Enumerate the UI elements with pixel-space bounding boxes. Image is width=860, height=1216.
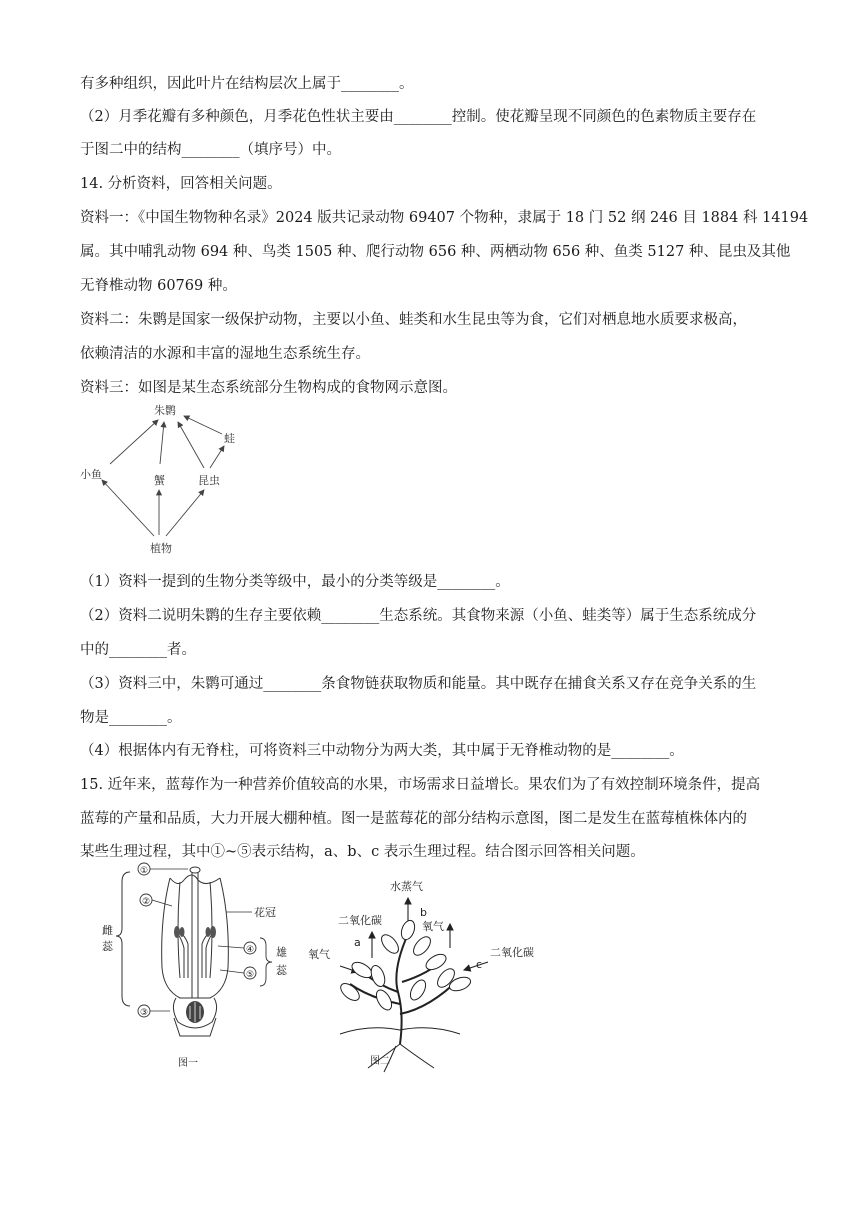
text-line: 于图二中的结构________（填序号）中。 <box>80 142 341 158</box>
text-line: （3）资料三中，朱鹮可通过________条食物链获取物质和能量。其中既存在捕食关系又存在竞争关系的生 <box>80 676 757 692</box>
stamen-label-2: 蕊 <box>276 964 287 977</box>
pistil-label-2: 蕊 <box>102 940 113 953</box>
plant-process-figure <box>300 874 550 1074</box>
text-line: （4）根据体内有无脊柱，可将资料三中动物分为两大类，其中属于无脊椎动物的是________。 <box>80 743 684 759</box>
co2-right-label: 二氧化碳 <box>490 946 534 959</box>
food-web-diagram <box>76 398 276 560</box>
stamen-label-1: 雄 <box>276 946 287 959</box>
ibis-label: 朱鹮 <box>154 404 176 417</box>
label-2: ② <box>142 897 151 907</box>
label-5: ⑤ <box>246 970 255 980</box>
label-4: ④ <box>246 945 255 955</box>
figure-one-caption: 图一 <box>178 1058 198 1069</box>
text-line: 无脊椎动物 60769 种。 <box>80 278 237 294</box>
frog-label: 蛙 <box>224 432 235 445</box>
text-line: 属。其中哺乳动物 694 种、鸟类 1505 种、爬行动物 656 种、两栖动物 656 种、鱼类 5127 种、昆虫及其他 <box>80 244 791 260</box>
text-line: 中的________者。 <box>80 642 196 658</box>
plant-label: 植物 <box>150 542 172 555</box>
o2-left-label: 氧气 <box>308 948 330 961</box>
process-c-label: c <box>476 958 483 971</box>
text-line: 蓝莓的产量和品质，大力开展大棚种植。图一是蓝莓花的部分结构示意图，图二是发生在蓝莓植株体内的 <box>80 811 747 827</box>
co2-left-label: 二氧化碳 <box>338 914 382 927</box>
process-a-label: a <box>354 936 361 949</box>
text-line: 某些生理过程，其中①~⑤表示结构，a、b、c 表示生理过程。结合图示回答相关问题。 <box>80 844 645 860</box>
text-line: 资料一：《中国生物物种名录》2024 版共记录动物 69407 个物种，隶属于 18 门 52 纲 246 目 1884 科 14194 <box>80 210 809 226</box>
water-vapor-label: 水蒸气 <box>390 880 423 893</box>
question-14-title: 14. 分析资料，回答相关问题。 <box>80 176 282 192</box>
pistil-label-1: 雌 <box>102 924 113 937</box>
text-line: 资料三：如图是某生态系统部分生物构成的食物网示意图。 <box>80 380 457 396</box>
text-line: 有多种组织，因此叶片在结构层次上属于________。 <box>80 76 414 92</box>
corolla-label: 花冠 <box>254 906 276 919</box>
text-line: 物是________。 <box>80 710 182 726</box>
label-3: ③ <box>140 1008 149 1018</box>
process-b-label: b <box>420 906 427 919</box>
o2-right-label: 氧气 <box>422 920 444 933</box>
text-line: （2）资料二说明朱鹮的生存主要依赖________生态系统。其食物来源（小鱼、蛙类等）属于生态系统成分 <box>80 608 757 624</box>
text-line: （1）资料一提到的生物分类等级中，最小的分类等级是________。 <box>80 574 510 590</box>
insect-label: 昆虫 <box>198 474 220 487</box>
label-1: ① <box>140 866 149 876</box>
figure-two-caption: 图二 <box>370 1056 390 1067</box>
crab-label: 蟹 <box>154 474 165 487</box>
question-15-title: 15. 近年来，蓝莓作为一种营养价值较高的水果，市场需求日益增长。果农们为了有效控制环境条件，提高 <box>80 777 761 793</box>
fish-label: 小鱼 <box>80 468 102 481</box>
text-line: （2）月季花瓣有多种颜色，月季花色性状主要由________控制。使花瓣呈现不同颜色的色素物质主要存在 <box>80 109 757 125</box>
text-line: 依赖清洁的水源和丰富的湿地生态系统生存。 <box>80 346 370 362</box>
text-line: 资料二：朱鹮是国家一级保护动物，主要以小鱼、蛙类和水生昆虫等为食，它们对栖息地水质要求极高， <box>80 312 747 328</box>
flower-structure-figure <box>100 858 300 1074</box>
